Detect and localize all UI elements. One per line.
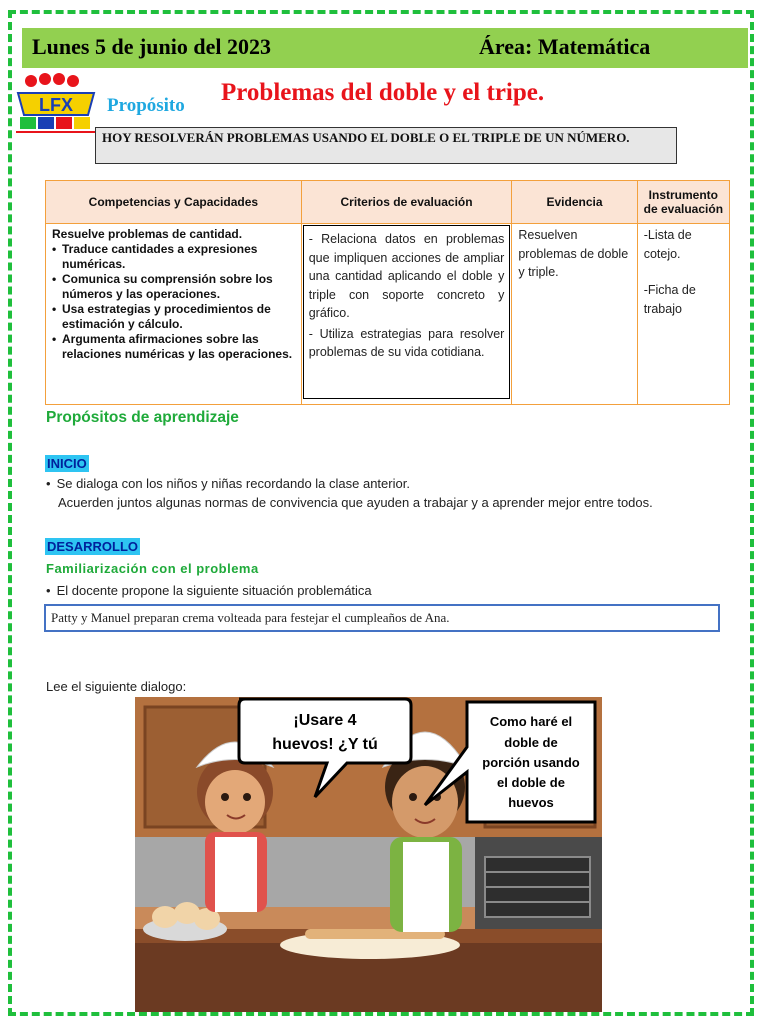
school-logo <box>14 73 98 135</box>
instrumento-item: -Lista de cotejo. <box>643 228 692 261</box>
boy-line-3: porción usando <box>482 755 580 770</box>
header-instrumento: Instrumento de evaluación <box>637 181 729 224</box>
criterio-item: - Relaciona datos en problemas que impliquen acciones de ampliar una cantidad aplicando el doble y triple con soporte concreto y gráfico. <box>308 232 505 320</box>
svg-text:LFX: LFX <box>39 95 73 115</box>
subject-area: Área: Matemática <box>479 34 651 59</box>
criterio-item: - Utiliza estrategias para resolver problemas de su vida cotidiana. <box>308 326 505 359</box>
dialog-instruction: Lee el siguiente dialogo: <box>46 679 187 694</box>
header-evidencia: Evidencia <box>512 181 637 224</box>
familiarizacion-heading: Familiarización con el problema <box>46 561 259 576</box>
girl-line-1: ¡Usare 4 <box>293 712 357 729</box>
capacidad-item: • Comunica su comprensión sobre los números y las operaciones. <box>62 272 295 302</box>
boy-line-2: doble de <box>504 735 558 750</box>
capacidades-list <box>52 242 295 362</box>
lesson-title: Problemas del doble y el tripe. <box>221 79 545 106</box>
header-criterios: Criterios de evaluación <box>301 181 512 224</box>
girl-line-2: huevos! ¿Y tú <box>272 736 378 753</box>
cell-instrumento <box>637 224 729 405</box>
desarrollo-line: • El docente propone la siguiente situación problemática <box>46 581 372 600</box>
competencia-title: Resuelve problemas de cantidad. <box>52 227 243 241</box>
evaluation-table <box>45 180 730 405</box>
table-header-row <box>46 181 730 224</box>
situation-box: Patty y Manuel preparan crema volteada para festejar el cumpleaños de Ana. <box>44 604 720 632</box>
inicio-tag: INICIO <box>47 456 87 471</box>
cell-evidencia <box>512 224 637 405</box>
capacidad-item: • Argumenta afirmaciones sobre las relaciones numéricas y las operaciones. <box>62 332 295 362</box>
boy-line-5: huevos <box>508 795 554 810</box>
capacidad-item: • Traduce cantidades a expresiones numéricas. <box>62 242 295 272</box>
boy-line-1: Como haré el <box>489 714 573 729</box>
inicio-line-2: Acuerden juntos algunas normas de convivencia que ayuden a trabajar y a aprender mejor entre todos. <box>58 495 653 510</box>
instrumento-item: -Ficha de trabajo <box>643 283 696 316</box>
purpose-label: Propósito <box>107 95 185 116</box>
cell-competencias <box>46 224 302 405</box>
cell-criterios <box>301 224 512 405</box>
boy-line-4: el doble de <box>497 775 565 790</box>
evidencia-text: Resuelven problemas de doble y triple. <box>518 228 629 279</box>
header-competencias: Competencias y Capacidades <box>46 181 302 224</box>
purpose-statement: HOY RESOLVERÁN PROBLEMAS USANDO EL DOBLE O EL TRIPLE DE UN NÚMERO. <box>95 127 677 164</box>
cooking-illustration <box>135 697 602 1012</box>
table-row <box>46 224 730 405</box>
header-bar <box>22 28 748 68</box>
learning-purposes-heading: Propósitos de aprendizaje <box>46 409 239 426</box>
inicio-line-1: • Se dialoga con los niños y niñas recordando la clase anterior. <box>46 474 410 493</box>
capacidad-item: • Usa estrategias y procedimientos de estimación y cálculo. <box>62 302 295 332</box>
desarrollo-tag: DESARROLLO <box>47 539 138 554</box>
lesson-date: Lunes 5 de junio del 2023 <box>32 34 271 59</box>
